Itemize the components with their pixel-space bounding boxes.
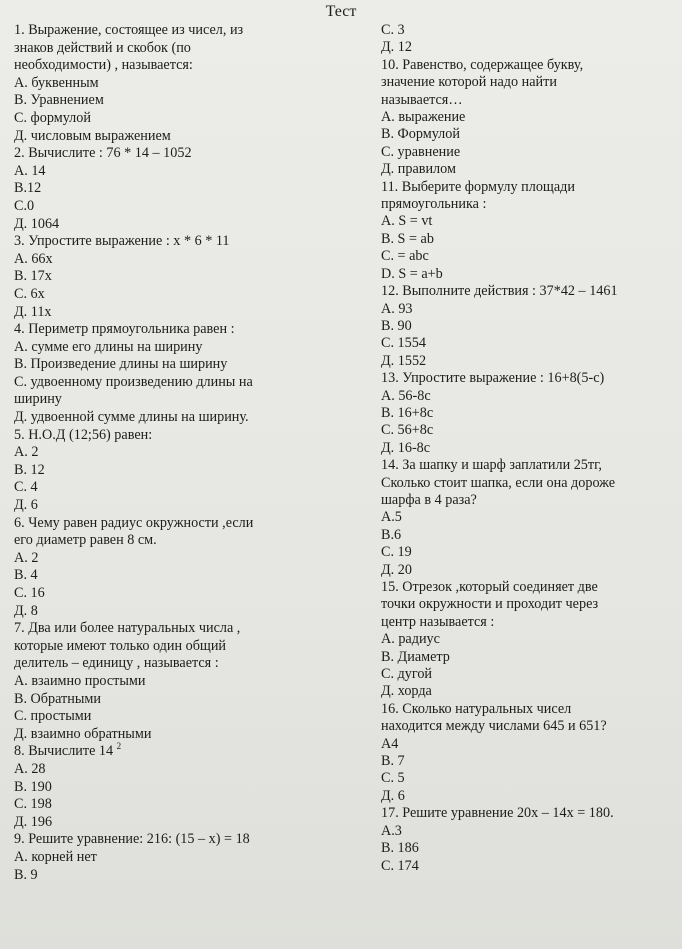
- text-line: D. S = a+b: [381, 265, 443, 282]
- text-line: А. сумме его длины на ширину: [14, 338, 203, 355]
- text-line: значение которой надо найти: [381, 74, 557, 91]
- text-line: С. 19: [381, 544, 412, 561]
- text-line: 13. Упростите выражение : 16+8(5-с): [381, 370, 605, 387]
- text-line: С. 1554: [381, 335, 426, 352]
- text-line: А. выражение: [381, 109, 466, 126]
- text-line: 3. Упростите выражение : х * 6 * 11: [14, 233, 230, 250]
- text-line: А. 14: [14, 162, 46, 179]
- text-line: В. Диаметр: [381, 648, 450, 665]
- text-line: С. удвоенному произведению длины на: [14, 373, 253, 390]
- text-line: Д. 12: [381, 39, 412, 56]
- text-line: С. простыми: [14, 708, 92, 725]
- text-line: Д. взаимно обратными: [14, 725, 152, 742]
- text-line: С. 16: [14, 585, 45, 601]
- text-line: 5. Н.О.Д (12;56) равен:: [14, 426, 153, 443]
- text-line: 11. Выберите формулу площади: [381, 178, 575, 195]
- text-line: В. 17х: [14, 268, 52, 285]
- text-line: 16. Сколько натуральных чисел: [381, 700, 572, 717]
- text-line: Д. 196: [14, 813, 53, 830]
- text-line: С. 198: [14, 796, 52, 813]
- text-line: А. 56-8с: [381, 387, 431, 404]
- text-line: А. S = vt: [381, 213, 433, 230]
- text-line: Д. удвоенной сумме длины на ширину.: [14, 409, 249, 426]
- text-line: В. 9: [14, 866, 38, 883]
- exponent: 2: [116, 741, 122, 752]
- text-line: С. 6х: [14, 285, 45, 302]
- text-line: точки окружности и проходит через: [381, 596, 599, 613]
- text-line: В. Уравнением: [14, 92, 104, 109]
- text-line: Сколько стоит шапка, если она дороже: [381, 474, 616, 491]
- text-line: С. уравнение: [381, 143, 461, 160]
- text-line: А. 2: [14, 444, 39, 461]
- text-line: С.0: [14, 197, 35, 214]
- text-line: А. 28: [14, 760, 46, 777]
- text-line: А. 66х: [14, 250, 53, 267]
- text-line: Д. 6: [14, 497, 38, 514]
- text-line: В. Произведение длины на ширину: [14, 356, 228, 373]
- text-line: 12. Выполните действия : 37*42 – 1461: [381, 283, 618, 300]
- page-title: Тест: [325, 3, 357, 20]
- text-line: центр называется :: [381, 613, 495, 630]
- text-line: 15. Отрезок ,который соединяет две: [381, 579, 598, 595]
- text-line: 10. Равенство, содержащее букву,: [381, 56, 584, 73]
- text-line: В. 4: [14, 567, 38, 584]
- text-line: Д. 8: [14, 602, 38, 619]
- text-line: С. = abc: [381, 248, 429, 265]
- text-line: В. 16+8с: [381, 404, 434, 421]
- text-line: А.5: [381, 509, 402, 526]
- text-line: 1. Выражение, состоящее из чисел, из: [14, 22, 244, 38]
- text-line: А.3: [381, 822, 402, 839]
- text-line: С. формулой: [14, 109, 91, 126]
- text-line: А. буквенным: [14, 74, 99, 91]
- text-line: 9. Решите уравнение: 216: (15 – x) = 18: [14, 831, 250, 848]
- text-line: А. радиус: [381, 631, 440, 648]
- text-line: В.6: [381, 526, 402, 543]
- text-line: называется…: [381, 91, 463, 108]
- text-line: А. корней нет: [14, 848, 97, 865]
- text-line: В. 190: [14, 778, 52, 795]
- text-line: знаков действий и скобок (по: [14, 39, 191, 56]
- text-line: которые имеют только один общий: [14, 637, 227, 654]
- text-line: В. 12: [14, 461, 45, 478]
- text-line: ширину: [14, 391, 62, 408]
- text-line: С. 3: [381, 22, 405, 38]
- text-line: В. 90: [381, 317, 412, 334]
- text-line: Д. 6: [381, 787, 405, 804]
- text-line: С. 174: [381, 857, 419, 874]
- text-line: В. Формулой: [381, 126, 460, 143]
- text-line: С. дугой: [381, 666, 433, 683]
- text-line: Д. 1552: [381, 352, 427, 369]
- right-column: [381, 22, 681, 875]
- text-line: Д. 1064: [14, 215, 60, 232]
- text-line: Д. числовым выражением: [14, 127, 171, 144]
- text-line: С. 56+8с: [381, 422, 434, 439]
- text-line: 4. Периметр прямоугольника равен :: [14, 321, 235, 338]
- text-line: Д. правилом: [381, 161, 456, 178]
- text-line: В.12: [14, 180, 42, 197]
- text-line: шарфа в 4 раза?: [381, 491, 477, 508]
- text-line: его диаметр равен 8 см.: [14, 532, 157, 549]
- text-line: В. S = ab: [381, 230, 434, 247]
- text-line: 14. За шапку и шарф заплатили 25тг,: [381, 457, 602, 474]
- text-line: В. 186: [381, 840, 419, 857]
- text-line: 8. Вычислите 14 $^2$: [14, 741, 122, 760]
- text-line: находится между числами 645 и 651?: [381, 718, 607, 735]
- text-line: Д. 20: [381, 561, 412, 578]
- text-line: необходимости) , называется:: [14, 57, 193, 74]
- text-line: Д. хорда: [381, 683, 432, 700]
- text-line: 7. Два или более натуральных числа ,: [14, 620, 241, 637]
- text-line: 6. Чему равен радиус окружности ,если: [14, 514, 254, 531]
- text-line: 17. Решите уравнение 20х – 14х = 180.: [381, 805, 614, 822]
- text-line: А4: [381, 735, 399, 752]
- text-line: В. 7: [381, 753, 405, 770]
- text-line: Д. 11х: [14, 303, 52, 320]
- text-line: делитель – единицу , называется :: [14, 655, 219, 672]
- text-line: В. Обратными: [14, 690, 101, 707]
- text-line: А. взаимно простыми: [14, 672, 146, 689]
- text-line: 2. Вычислите : 76 * 14 – 1052: [14, 145, 192, 162]
- left-column: [14, 22, 344, 884]
- text-line: А. 2: [14, 549, 39, 566]
- text-line: С. 5: [381, 770, 405, 787]
- text-line: А. 93: [381, 300, 413, 317]
- text-line: Д. 16-8с: [381, 439, 431, 456]
- text-line: прямоугольника :: [381, 196, 487, 213]
- text-line: С. 4: [14, 479, 38, 496]
